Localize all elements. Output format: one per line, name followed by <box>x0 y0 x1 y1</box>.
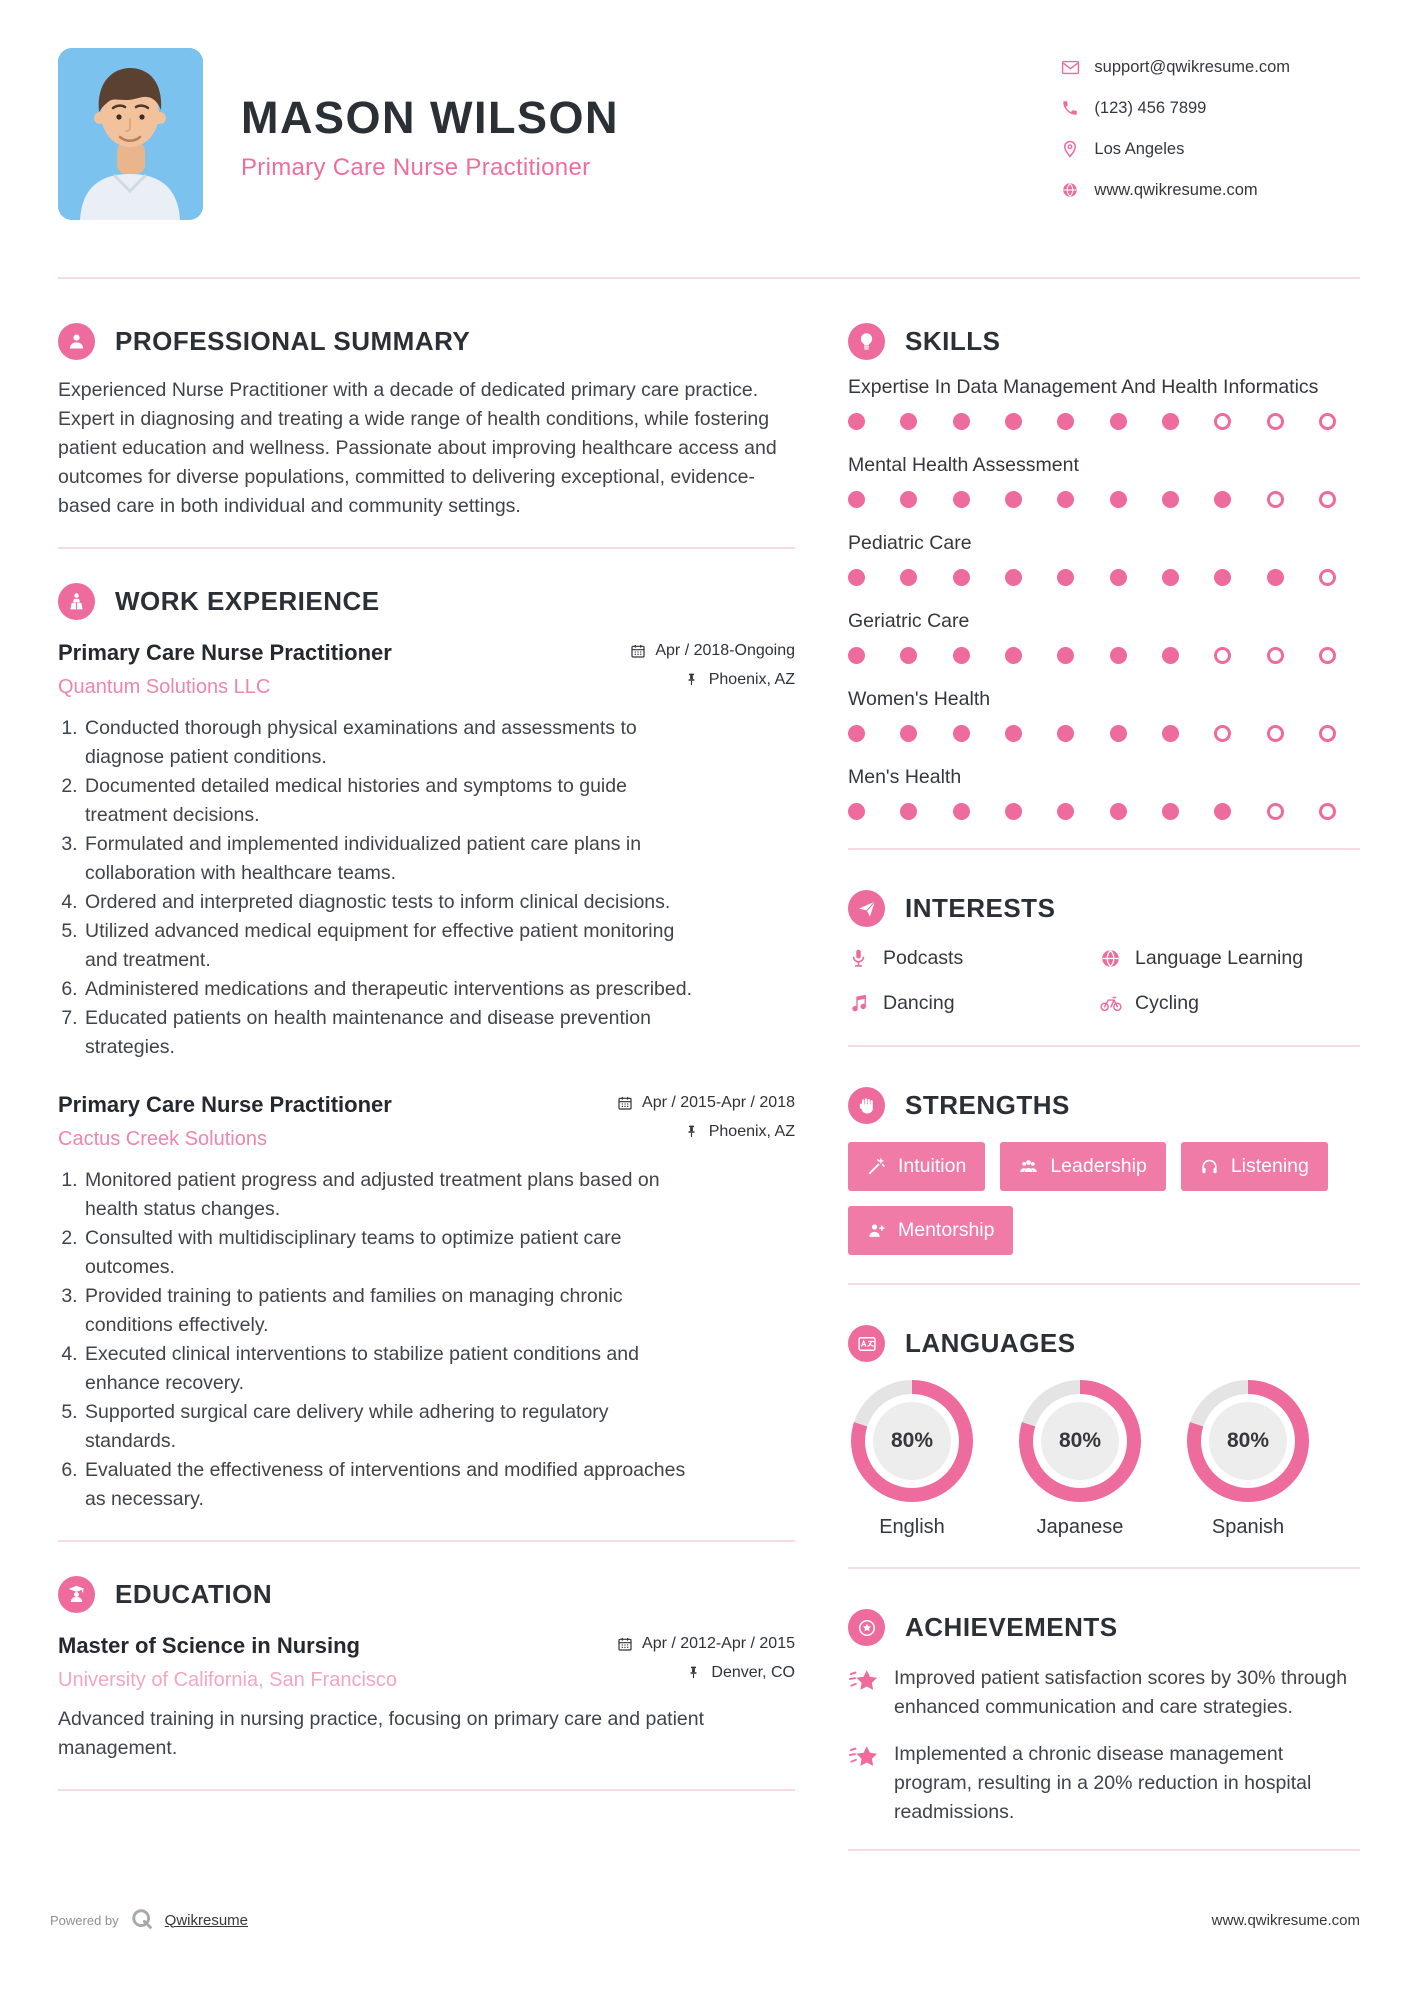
globe-icon <box>1061 181 1080 200</box>
job-entry <box>58 1092 795 1514</box>
contact-email-row <box>1061 58 1290 77</box>
section-divider <box>848 1849 1360 1851</box>
skill-name: Pediatric Care <box>848 532 972 554</box>
language-item <box>1016 1380 1144 1539</box>
profile-photo-illustration <box>58 48 203 220</box>
section-divider <box>58 1789 795 1791</box>
interest-label: Podcasts <box>883 947 964 969</box>
job-bullet-list <box>58 1166 703 1514</box>
skill-dot-empty <box>1319 647 1336 664</box>
contact-email: support@qwikresume.com <box>1094 58 1290 76</box>
section-divider <box>848 1283 1360 1285</box>
strength-badge <box>1000 1142 1166 1191</box>
pushpin-icon <box>684 672 700 688</box>
skill-dot-empty <box>1267 491 1284 508</box>
profile-photo <box>58 48 203 220</box>
education-description: Advanced training in nursing practice, focusing on primary care and patient management. <box>58 1708 705 1759</box>
skill-dot-empty <box>1319 725 1336 742</box>
phone-icon <box>1061 99 1080 118</box>
achievement-text: Improved patient satisfaction scores by 30% through enhanced communication and care strategies. <box>894 1667 1348 1718</box>
job-dates-row <box>617 1094 795 1112</box>
job-bullet: 3. Formulated and implemented individualized patient care plans in collaboration with healthcare teams. <box>83 830 703 888</box>
skill-dot-filled <box>900 725 917 742</box>
job-location: Phoenix, AZ <box>708 671 795 688</box>
users-icon <box>1019 1157 1038 1176</box>
job-bullet: 2. Documented detailed medical histories and symptoms to guide treatment decisions. <box>83 772 703 830</box>
job-location: Phoenix, AZ <box>708 1123 795 1140</box>
skill-dots <box>848 725 1336 742</box>
skill-item <box>848 686 1360 742</box>
powered-by-label: Powered by <box>50 1912 119 1928</box>
strengths-section-header <box>848 1087 1360 1124</box>
calendar-icon <box>630 643 646 659</box>
email-icon <box>1061 58 1080 77</box>
skill-dot-empty <box>1214 647 1231 664</box>
work-experience-icon <box>58 583 95 620</box>
footer-website[interactable]: www.qwikresume.com <box>1211 1911 1360 1929</box>
skill-name: Mental Health Assessment <box>848 454 1079 476</box>
skill-dot-filled <box>1005 491 1022 508</box>
calendar-icon <box>617 1095 633 1111</box>
job-title: Primary Care Nurse Practitioner <box>58 1092 392 1117</box>
education-heading: EDUCATION <box>115 1579 273 1609</box>
skill-dot-filled <box>1005 725 1022 742</box>
skill-name: Men's Health <box>848 766 962 788</box>
candidate-title: Primary Care Nurse Practitioner <box>241 154 591 181</box>
skill-dot-empty <box>1319 413 1336 430</box>
skill-dot-empty <box>1267 647 1284 664</box>
job-bullet: 4. Executed clinical interventions to stabilize patient conditions and enhance recovery. <box>83 1340 703 1398</box>
skill-dot-filled <box>1005 413 1022 430</box>
skill-dot-filled <box>953 647 970 664</box>
skill-dot-filled <box>1005 569 1022 586</box>
skill-item <box>848 452 1360 508</box>
skill-dots <box>848 647 1336 664</box>
contact-location-row <box>1061 140 1290 159</box>
shooting-star-icon <box>848 1666 878 1696</box>
footer <box>50 1908 1360 1932</box>
skill-dot-filled <box>953 491 970 508</box>
job-meta <box>617 1092 795 1152</box>
strength-label: Leadership <box>1050 1155 1147 1177</box>
skill-dot-filled <box>1057 569 1074 586</box>
section-divider <box>58 547 795 549</box>
skill-dot-filled <box>1057 647 1074 664</box>
skill-dot-empty <box>1319 491 1336 508</box>
skill-dots <box>848 413 1336 430</box>
skill-dot-empty <box>1267 413 1284 430</box>
skill-item <box>848 608 1360 664</box>
contact-phone: (123) 456 7899 <box>1094 99 1207 117</box>
interest-label: Cycling <box>1135 992 1199 1014</box>
headphones-icon <box>1200 1157 1219 1176</box>
interest-item <box>848 947 1100 970</box>
interests-grid <box>848 947 1360 1015</box>
medal-icon <box>848 1609 885 1646</box>
skill-dot-filled <box>1110 491 1127 508</box>
strengths-heading: STRENGTHS <box>905 1090 1070 1120</box>
microphone-icon <box>848 948 870 970</box>
section-divider <box>848 1045 1360 1047</box>
skill-dot-filled <box>900 569 917 586</box>
job-bullet: 3. Provided training to patients and families on managing chronic conditions effectively. <box>83 1282 703 1340</box>
globe-icon <box>1100 948 1122 970</box>
interests-section-header <box>848 890 1360 927</box>
translate-icon <box>848 1325 885 1362</box>
skill-dot-filled <box>900 803 917 820</box>
language-item <box>1184 1380 1312 1539</box>
qwikresume-link[interactable]: Qwikresume <box>164 1911 249 1929</box>
skill-dot-filled <box>1162 413 1179 430</box>
skill-name: Expertise In Data Management And Health Informatics <box>848 376 1319 398</box>
contact-block <box>1061 48 1290 220</box>
language-name: Spanish <box>1211 1516 1285 1538</box>
education-entry <box>58 1633 795 1763</box>
left-column <box>58 279 795 1791</box>
achievement-item <box>848 1740 1360 1827</box>
skill-dot-filled <box>848 647 865 664</box>
job-bullet: 2. Consulted with multidisciplinary teams to optimize patient care outcomes. <box>83 1224 703 1282</box>
skill-dot-filled <box>1162 491 1179 508</box>
achievement-text: Implemented a chronic disease management program, resulting in a 20% reduction in hospital readmissions. <box>894 1743 1312 1823</box>
skill-dot-filled <box>1110 647 1127 664</box>
skill-dot-filled <box>848 491 865 508</box>
language-item <box>848 1380 976 1539</box>
language-percent: 80% <box>873 1402 951 1480</box>
wand-icon <box>867 1157 886 1176</box>
interest-label: Dancing <box>883 992 955 1014</box>
graduate-icon <box>58 1576 95 1613</box>
skill-dot-filled <box>1162 647 1179 664</box>
skill-dot-filled <box>848 725 865 742</box>
degree-title: Master of Science in Nursing <box>58 1633 360 1658</box>
job-bullet: 1. Conducted thorough physical examinations and assessments to diagnose patient conditions. <box>83 714 703 772</box>
strength-badge <box>848 1142 985 1191</box>
skill-dot-filled <box>953 413 970 430</box>
interest-item <box>1100 992 1360 1015</box>
education-location: Denver, CO <box>711 1664 795 1681</box>
header <box>0 0 1407 220</box>
user-plus-icon <box>867 1221 886 1240</box>
language-progress-ring <box>1187 1380 1309 1502</box>
skill-dot-empty <box>1267 803 1284 820</box>
candidate-name: MASON WILSON <box>241 92 619 143</box>
skill-dot-filled <box>1110 725 1127 742</box>
skill-dots <box>848 569 1336 586</box>
job-location-row <box>630 671 795 689</box>
skill-dot-filled <box>848 803 865 820</box>
pushpin-icon <box>684 1124 700 1140</box>
calendar-icon <box>617 1636 633 1652</box>
education-dates: Apr / 2012-Apr / 2015 <box>642 1635 795 1652</box>
language-progress-ring <box>1019 1380 1141 1502</box>
contact-website: www.qwikresume.com <box>1094 181 1258 199</box>
languages-section-header <box>848 1325 1360 1362</box>
paper-plane-icon <box>848 890 885 927</box>
interest-item <box>1100 947 1360 970</box>
interest-label: Language Learning <box>1135 947 1304 969</box>
skill-dot-empty <box>1319 569 1336 586</box>
skill-dot-filled <box>1057 803 1074 820</box>
education-location-row <box>617 1664 795 1682</box>
experience-section-header <box>58 583 795 620</box>
skill-dot-filled <box>1110 413 1127 430</box>
section-divider <box>848 848 1360 850</box>
job-bullet: 4. Ordered and interpreted diagnostic tests to inform clinical decisions. <box>83 888 703 917</box>
language-percent: 80% <box>1041 1402 1119 1480</box>
strength-badge <box>1181 1142 1328 1191</box>
summary-section-header <box>58 323 795 360</box>
language-name: Japanese <box>1036 1516 1124 1538</box>
identity-block <box>241 48 619 220</box>
job-meta <box>630 640 795 700</box>
strength-label: Intuition <box>898 1155 967 1177</box>
skill-dot-filled <box>900 647 917 664</box>
pushpin-icon <box>686 1665 702 1681</box>
job-bullet-list <box>58 714 703 1062</box>
skill-dot-empty <box>1267 725 1284 742</box>
skill-dots <box>848 491 1336 508</box>
interests-heading: INTERESTS <box>905 893 1056 923</box>
person-icon <box>58 323 95 360</box>
skills-section-header <box>848 323 1360 360</box>
job-bullet: 7. Educated patients on health maintenance and disease prevention strategies. <box>83 1004 703 1062</box>
job-company: Quantum Solutions LLC <box>58 676 271 698</box>
skill-dot-filled <box>1162 803 1179 820</box>
bicycle-icon <box>1100 993 1122 1015</box>
skill-dot-filled <box>1057 491 1074 508</box>
skill-item <box>848 374 1360 430</box>
languages-heading: LANGUAGES <box>905 1328 1076 1358</box>
skill-dot-filled <box>1057 413 1074 430</box>
school-name: University of California, San Francisco <box>58 1669 398 1691</box>
skill-dot-filled <box>953 803 970 820</box>
skill-dot-empty <box>1214 413 1231 430</box>
achievements-section-header <box>848 1609 1360 1646</box>
skill-dot-filled <box>1214 803 1231 820</box>
job-dates: Apr / 2015-Apr / 2018 <box>642 1094 795 1111</box>
skill-dot-filled <box>953 569 970 586</box>
skill-item <box>848 530 1360 586</box>
job-bullet: 5. Supported surgical care delivery while adhering to regulatory standards. <box>83 1398 703 1456</box>
right-column <box>848 279 1360 1851</box>
strength-label: Listening <box>1230 1155 1309 1177</box>
language-name: English <box>879 1516 945 1538</box>
skill-dot-filled <box>1267 569 1284 586</box>
achievements-heading: ACHIEVEMENTS <box>905 1612 1118 1642</box>
education-section-header <box>58 1576 795 1613</box>
strength-label: Mentorship <box>898 1219 995 1241</box>
skill-dot-filled <box>1057 725 1074 742</box>
summary-heading: PROFESSIONAL SUMMARY <box>115 326 471 356</box>
job-company: Cactus Creek Solutions <box>58 1128 267 1150</box>
achievement-item <box>848 1664 1360 1722</box>
skill-dot-empty <box>1319 803 1336 820</box>
contact-location: Los Angeles <box>1094 140 1185 158</box>
fist-icon <box>848 1087 885 1124</box>
languages-list <box>848 1380 1360 1539</box>
skill-name: Geriatric Care <box>848 610 970 632</box>
job-bullet: 5. Utilized advanced medical equipment for effective patient monitoring and treatment. <box>83 917 703 975</box>
experience-heading: WORK EXPERIENCE <box>115 586 380 616</box>
language-progress-ring <box>851 1380 973 1502</box>
skill-dot-filled <box>1005 647 1022 664</box>
language-percent: 80% <box>1209 1402 1287 1480</box>
skill-dot-filled <box>1005 803 1022 820</box>
job-dates-row <box>630 642 795 660</box>
education-dates-row <box>617 1635 795 1653</box>
skill-dot-filled <box>1110 569 1127 586</box>
job-bullet: 6. Administered medications and therapeutic interventions as prescribed. <box>83 975 703 1004</box>
job-location-row <box>617 1123 795 1141</box>
skill-item <box>848 764 1360 820</box>
skill-dot-filled <box>1214 569 1231 586</box>
job-dates: Apr / 2018-Ongoing <box>655 642 795 659</box>
skill-dot-filled <box>848 569 865 586</box>
job-entry <box>58 640 795 1062</box>
skill-dot-filled <box>848 413 865 430</box>
shooting-star-icon <box>848 1742 878 1772</box>
section-divider <box>58 1540 795 1542</box>
skill-dot-filled <box>1162 569 1179 586</box>
education-meta <box>617 1633 795 1693</box>
location-icon <box>1061 140 1080 159</box>
job-bullet: 1. Monitored patient progress and adjusted treatment plans based on health status changes. <box>83 1166 703 1224</box>
section-divider <box>848 1567 1360 1569</box>
strength-badge <box>848 1206 1013 1255</box>
interest-item <box>848 992 1100 1015</box>
skill-dot-filled <box>900 413 917 430</box>
skill-dot-filled <box>1162 725 1179 742</box>
skill-dot-filled <box>953 725 970 742</box>
summary-text: Experienced Nurse Practitioner with a decade of dedicated primary care practice. Expert in diagnosing and treating a wide range of health conditions, while fostering patient education and wellness. Passionate about improving healthcare access and outcomes for diverse populations, committed to delivering exceptional, evidence-based care in both individual and community settings. <box>58 379 777 517</box>
strength-badges <box>848 1142 1360 1255</box>
job-title: Primary Care Nurse Practitioner <box>58 640 392 665</box>
job-bullet: 6. Evaluated the effectiveness of interventions and modified approaches as necessary. <box>83 1456 703 1514</box>
qwikresume-logo-icon <box>131 1908 155 1932</box>
contact-website-row <box>1061 181 1290 200</box>
skill-dot-filled <box>1110 803 1127 820</box>
music-note-icon <box>848 993 870 1015</box>
skill-dot-filled <box>900 491 917 508</box>
skill-dot-filled <box>1214 491 1231 508</box>
contact-phone-row <box>1061 99 1290 118</box>
skill-dots <box>848 803 1336 820</box>
skills-heading: SKILLS <box>905 326 1001 356</box>
lightbulb-icon <box>848 323 885 360</box>
skill-dot-empty <box>1214 725 1231 742</box>
skill-name: Women's Health <box>848 688 991 710</box>
